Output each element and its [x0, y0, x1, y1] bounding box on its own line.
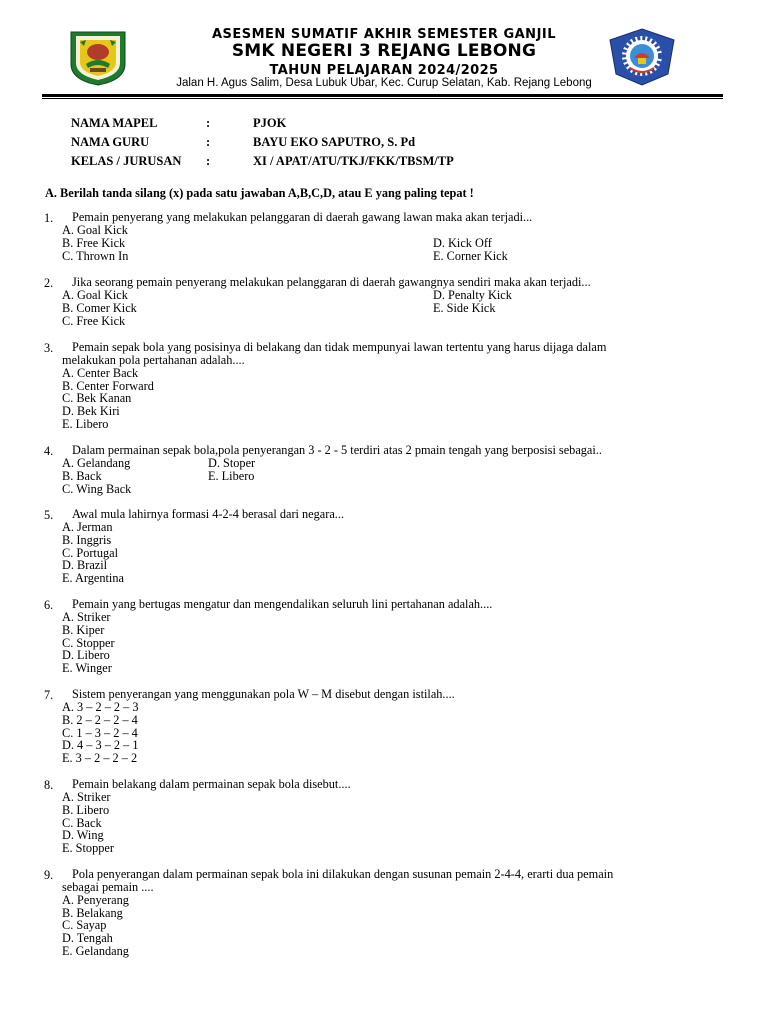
question-text: Dalam permainan sepak bola,pola penyerangan 3 - 2 - 5 terdiri atas 2 pmain tengah yang berposisi sebagai.. — [72, 443, 602, 457]
option-e: E. Argentina — [62, 571, 124, 585]
school-name: SMK NEGERI 3 REJANG LEBONG — [231, 41, 537, 61]
option-a: A. Center Back — [62, 366, 139, 380]
option-c: C. Sayap — [62, 918, 107, 932]
question-text: Jika seorang pemain penyerang melakukan pelanggaran di daerah gawangnya sendiri maka akan terjadi... — [72, 275, 591, 289]
option-e: E. Corner Kick — [433, 249, 508, 263]
option-c: C. 1 – 3 – 2 – 4 — [62, 726, 138, 740]
option-d: D. Wing — [62, 828, 104, 842]
option-b: B. Libero — [62, 803, 110, 817]
option-a: A. Jerman — [62, 520, 113, 534]
option-a: A. Striker — [62, 790, 111, 804]
option-b: B. Free Kick — [62, 236, 126, 250]
info-label: NAMA GURU — [71, 135, 150, 149]
header-divider-thick — [42, 94, 723, 97]
info-colon: : — [206, 135, 211, 149]
question-text-continued: melakukan pola pertahanan adalah.... — [62, 353, 245, 367]
option-b: B. Kiper — [62, 623, 105, 637]
question-number: 2. — [44, 276, 54, 290]
option-c: C. Free Kick — [62, 314, 126, 328]
option-a: A. Striker — [62, 610, 111, 624]
option-e: E. Side Kick — [433, 301, 496, 315]
question-text: Awal mula lahirnya formasi 4-2-4 berasal dari negara... — [72, 507, 345, 521]
option-d: D. Bek Kiri — [62, 404, 120, 418]
info-label: KELAS / JURUSAN — [71, 154, 182, 168]
question-text: Sistem penyerangan yang menggunakan pola W – M disebut dengan istilah.... — [72, 687, 455, 701]
option-d: D. Penalty Kick — [433, 288, 512, 302]
question-number: 7. — [44, 688, 54, 702]
option-c: C. Bek Kanan — [62, 391, 132, 405]
question-number: 9. — [44, 868, 54, 882]
option-b: B. Center Forward — [62, 379, 154, 393]
option-a: A. Gelandang — [62, 456, 131, 470]
option-e: E. Gelandang — [62, 944, 129, 958]
question-text: Pemain yang bertugas mengatur dan mengendalikan seluruh lini pertahanan adalah.... — [72, 597, 493, 611]
option-b: B. Comer Kick — [62, 301, 137, 315]
option-d: D. Kick Off — [433, 236, 492, 250]
option-c: C. Wing Back — [62, 482, 132, 496]
question-number: 1. — [44, 211, 54, 225]
option-b: B. Back — [62, 469, 102, 483]
info-colon: : — [206, 154, 211, 168]
info-value: XI / APAT/ATU/TKJ/FKK/TBSM/TP — [253, 154, 454, 168]
info-colon: : — [206, 116, 211, 130]
option-a: A. 3 – 2 – 2 – 3 — [62, 700, 139, 714]
question-text-continued: sebagai pemain .... — [62, 880, 154, 894]
option-e: E. Winger — [62, 661, 112, 675]
header-title: ASESMEN SUMATIF AKHIR SEMESTER GANJIL — [211, 27, 557, 42]
option-c: C. Back — [62, 816, 102, 830]
question-text: Pemain sepak bola yang posisinya di belakang dan tidak mempunyai lawan tertentu yang harus dijaga dalam — [72, 340, 607, 354]
academic-year: TAHUN PELAJARAN 2024/2025 — [269, 63, 499, 78]
option-d: D. Libero — [62, 648, 110, 662]
info-label: NAMA MAPEL — [71, 116, 158, 130]
question-number: 3. — [44, 341, 54, 355]
question-number: 8. — [44, 778, 54, 792]
option-e: E. 3 – 2 – 2 – 2 — [62, 751, 138, 765]
option-a: A. Goal Kick — [62, 223, 128, 237]
option-c: C. Portugal — [62, 546, 119, 560]
option-a: A. Goal Kick — [62, 288, 128, 302]
option-d: D. Stoper — [208, 456, 256, 470]
option-c: C. Stopper — [62, 636, 115, 650]
option-d: D. Tengah — [62, 931, 113, 945]
question-number: 5. — [44, 508, 54, 522]
option-c: C. Thrown In — [62, 249, 129, 263]
question-number: 4. — [44, 444, 54, 458]
option-b: B. 2 – 2 – 2 – 4 — [62, 713, 138, 727]
info-value: PJOK — [253, 116, 287, 130]
option-b: B. Inggris — [62, 533, 112, 547]
question-number: 6. — [44, 598, 54, 612]
question-text: Pemain belakang dalam permainan sepak bola disebut.... — [72, 777, 351, 791]
school-address: Jalan H. Agus Salim, Desa Lubuk Ubar, Kec. Curup Selatan, Kab. Rejang Lebong — [176, 77, 592, 89]
option-d: D. 4 – 3 – 2 – 1 — [62, 738, 139, 752]
question-text: Pemain penyerang yang melakukan pelanggaran di daerah gawang lawan maka akan terjadi... — [72, 210, 533, 224]
question-text: Pola penyerangan dalam permainan sepak bola ini dilakukan dengan susunan pemain 2-4-4, erarti dua pemain — [72, 867, 614, 881]
option-a: A. Penyerang — [62, 893, 129, 907]
info-value: BAYU EKO SAPUTRO, S. Pd — [253, 135, 416, 149]
option-d: D. Brazil — [62, 558, 108, 572]
header-divider-thin — [42, 98, 723, 99]
option-e: E. Stopper — [62, 841, 114, 855]
option-b: B. Belakang — [62, 906, 123, 920]
option-e: E. Libero — [208, 469, 255, 483]
instruction-text: A. Berilah tanda silang (x) pada satu jawaban A,B,C,D, atau E yang paling tepat ! — [45, 186, 474, 200]
option-e: E. Libero — [62, 417, 109, 431]
